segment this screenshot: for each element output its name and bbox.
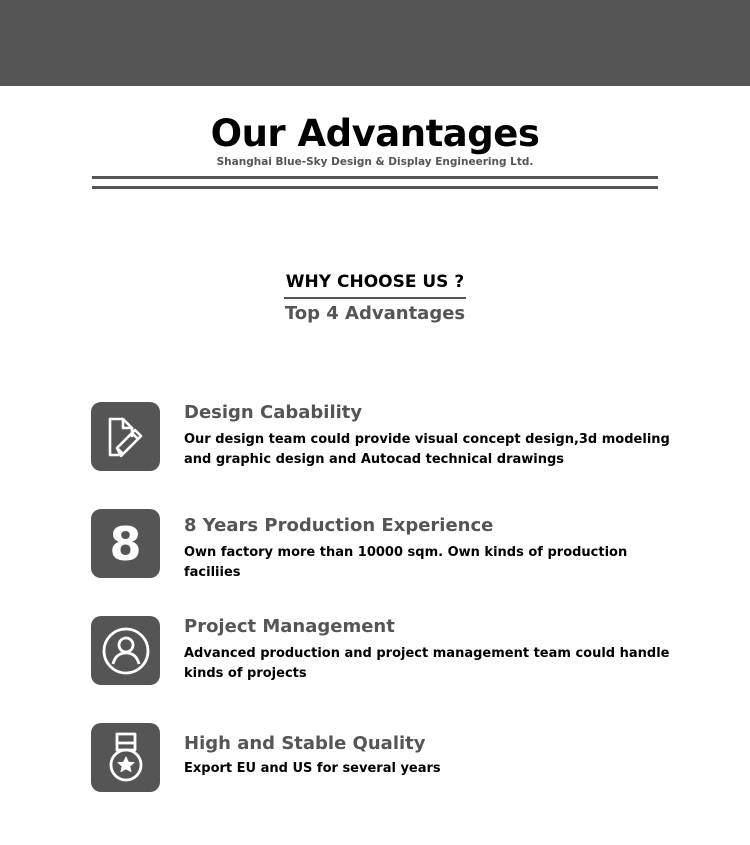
- advantage-description: Advanced production and project management team could handle kinds of projects: [184, 646, 670, 681]
- divider-top: [92, 176, 658, 179]
- advantage-title: Project Management: [184, 616, 395, 637]
- medal-star-icon: [91, 723, 160, 792]
- advantage-title: 8 Years Production Experience: [184, 515, 494, 536]
- advantage-description: Export EU and US for several years: [184, 761, 441, 776]
- page-title: Our Advantages: [210, 112, 540, 155]
- user-circle-icon: [91, 616, 160, 685]
- company-subtitle: Shanghai Blue-Sky Design & Display Engineering Ltd.: [216, 156, 534, 168]
- number-eight-icon: [91, 509, 160, 578]
- advantage-title: Design Cabability: [184, 402, 363, 423]
- section-subheading: Top 4 Advantages: [284, 303, 466, 324]
- advantage-title: High and Stable Quality: [184, 733, 426, 754]
- pencil-ruler-icon: [91, 402, 160, 471]
- advantage-description: Own factory more than 10000 sqm. Own kinds of production faciliies: [184, 545, 628, 580]
- number-eight-text: 8: [109, 516, 142, 571]
- advantage-description: Our design team could provide visual concept design,3d modeling and graphic design and Autocad technical drawings: [184, 432, 670, 467]
- section-heading: WHY CHOOSE US ?: [285, 272, 465, 292]
- section-heading-underline: [284, 297, 466, 299]
- top-banner: [0, 0, 750, 86]
- divider-bottom: [92, 186, 658, 189]
